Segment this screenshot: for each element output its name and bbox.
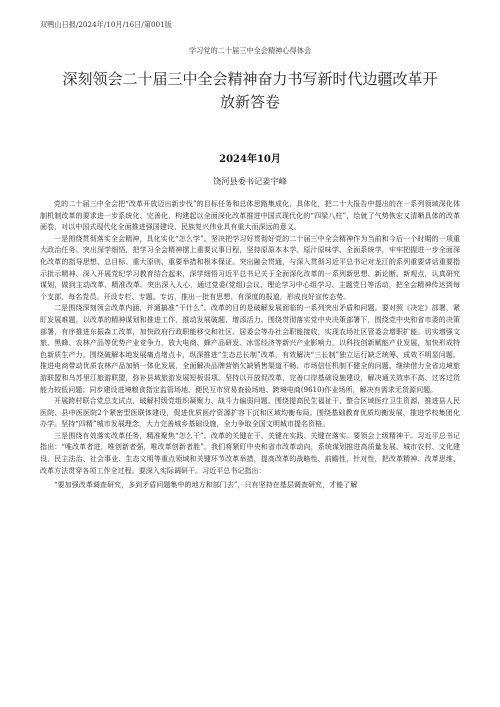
paragraph: 二是围绕深刻领会改革内涵，并通搞准“干什么”。改革的目的是破解发展面临的一系列突出矛盾和问题。要对照《决定》部署，紧盯发展难题，以改革的精神谋划和推进工作，推动发展破题、增添活力。围绕贯彻落实党中央决策部署下，围绕党中央和省市委的决策部署，有序推进东振森工改革，加快政府行政职能移交和社区、居委会等办社会职能接收，实现农场社区管委会增职扩能。切实增强文旅、黑蜂、农林产品等优势产业竞争力，放大电商、蜂产品研发、冰雪经济等新兴产业影响力，以科技创新赋能产业发展，加快形成特色新质生产力。围绕破解本地发展痛点堵点卡，纵深推进“生态总长制”改革，有效解决“三长制”独立运行缺乏统筹、成效不明显问题。推进电商带动优质农林产品加销一体化发展，全面解决品牌营销欠缺销售渠道不畅、市场信任机制不健全的问题。继续借力全省边境旅游联盟和乌苏里江旅游联盟，弥补县域旅游发展短板弱项。坚持以开放促改革，完善口岸基础设施建设，解决通关效率不高、过客过货能力较低问题；同步建设进境粮食指定监管场地、便民互市贸易查验场地、跨境电商(9610)作业场所，解决有需求无货源问题。 — [40, 304, 460, 394]
article-body — [40, 199, 460, 492]
paragraph: 三是围绕有效落实改革任务，精准聚焦“怎么干”。改革的关键在干、关键在实践、关键在落实。要领会上级精神干。习近平总书记指出：“唯改革者进，唯创新者强，唯改革创新者胜”。我们将紧盯中央和省市改革动向，系统谋划推进高质量发展、城市农村、文化建设、民主法治、社会事业、生态文明等重点领域和关键环节改革举措，提高改革的战略性、前瞻性、针对性，把改革精神、改革思维、改革方法贯穿各项工作全过程。要深入实际调研干。习近平总书记指出： — [40, 431, 460, 475]
article-title: 深刻领会二十届三中全会精神奋力书写新时代边疆改革开放新答卷 — [62, 70, 438, 111]
article-subtitle: 学习党的二十届三中全会精神心得体会 — [188, 46, 312, 55]
paragraph: 开展跨村联合党总支试点，破解村级党组织凝聚力、战斗力偏弱问题。围绕提高民生福祉干、整合区域医疗卫生资源，推进县人民医院、县中医医院2个紧密型医联体建设，促进优质医疗资源扩容下沉和区域均衡布局。围绕基础教育优质均衡发展，推进学校集团化办学。坚持“四精”城市发展理念，大力完善城乡基础设施，全力争取全国文明城市提名资格。 — [40, 397, 460, 429]
paragraph: 党的二十届三中全会把“改革开放迈出新步伐”的目标任务和总体思路集成化、具体化，把二十大报告中提出的在一系列领域深化体制机制改革的要求进一步系统化、完善化，构建起以全面深化改革推进中国式现代化的“四梁八柱”，绘就了气势恢宏又清晰具体的改革画卷，对以中国式现代化全面推进强国建设、民族复兴伟业具有重大而深远的意义。 — [40, 200, 460, 232]
paragraph: 一是围绕贯彻落实全会精神，具化实化“怎么学”。坚决把学习好贯彻好党的二十届三中全会精神作为当前和今后一个时期的一项重大政治任务。突出深学细悟，把学习全会精神摆上重要议事日程，坚持原原本本学、原汁原味学、全面系统学，牢牢把握进一步全面深化改革的指导思想、总目标、重大原则、重要举措和根本保证。突出融会贯通，与深入贯彻习近平总书记对龙江的系列重要讲话重要指示批示精神、深入开展党纪学习教育结合起来，深学细悟习近平总书记关于全面深化改革的一系列新思想、新论断、新观点，认真研究谋划，做到主动改革、精准改革。突出深入人心，通过党委(党组)会议、理论学习中心组学习、主题党日等活动，把全会精神传达到每个支部、每名党员。开设专栏、专题、专访，推出一批有思想、有深度的报道，形成良好宣传态势。 — [40, 234, 460, 301]
paragraph: “要加强改革调查研究，多到矛盾问题集中的地方和部门去”，只有坚持在基层调查研究，才能了解 — [54, 481, 358, 490]
article-date: 2024年10月 — [219, 154, 281, 165]
newspaper-source-line: 双鸭山日报/2024年/10月/16日/第001版 — [40, 20, 172, 29]
article-author: 饶河县委书记姜宇峰 — [213, 176, 287, 186]
